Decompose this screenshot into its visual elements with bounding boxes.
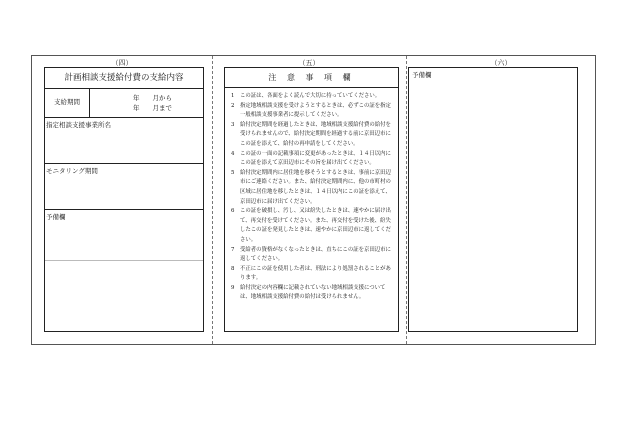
note-item: 1 この証は、各面をよく読んで大切に持っていてください。 bbox=[231, 93, 381, 99]
remarks-label-p6: 予備欄 bbox=[412, 71, 432, 79]
panel-4-title: 計画相談支援給付費の支給内容 bbox=[45, 68, 203, 89]
note-item: 6 この証を破損し、汚し、又は紛失したときは、速やかに届け出て、再交付を受けてください。また、再交付を受けた後、紛失したこの証を発見したときは、速やかに京田辺市に返してください。 bbox=[231, 208, 391, 243]
notes-list bbox=[231, 92, 393, 303]
consultation-office-label: 指定相談支援事業所名 bbox=[46, 121, 111, 129]
note-item: 8 不正にこの証を使用した者は、刑法により処罰されることがあります。 bbox=[231, 265, 391, 282]
note-item: 2 指定地域相談支援を受けようとするときは、必ずこの証を指定一般相談支援事業者に提示してください。 bbox=[231, 102, 391, 119]
note-item: 5 給付決定期間内に居住地を移そうとするときは、事前に京田辺市にご連絡ください。また、給付決定期間内に、他の市町村の区域に居住地を移したときは、１４日以内にこの証を添えて、京田辺市に届け出てください。 bbox=[231, 169, 391, 205]
fold-line-right bbox=[406, 56, 407, 344]
note-item: 9 給付決定の内容欄に記載されていない地域相談支援については、地域相談支援給付費の給付は受けられません。 bbox=[231, 284, 386, 301]
note-item: 4 この証の一面の記載事項に変更があったときは、１４日以内にこの証を添えて京田辺市にその旨を届け出てください。 bbox=[231, 150, 391, 167]
benefit-period-label: 支給期間 bbox=[45, 88, 90, 117]
remarks-rule-p4 bbox=[45, 260, 203, 261]
benefit-period-row bbox=[45, 88, 203, 118]
panel-5-label: （五） bbox=[298, 59, 320, 67]
monitoring-period-label: モニタリング期間 bbox=[46, 167, 98, 175]
note-item: 3 給付決定期間を経過したときは、地域相談支援給付費の給付を受けられませんので、給付決定期間を経過する前に京田辺市にこの証を添えて、給付の再申請をしてください。 bbox=[231, 121, 391, 147]
benefit-period-to: 年 月まで bbox=[133, 104, 172, 112]
remarks-label-p4: 予備欄 bbox=[46, 213, 66, 221]
certificate-sheet bbox=[31, 55, 596, 345]
panel-4-label: （四） bbox=[111, 59, 133, 67]
panel-6-label: （六） bbox=[490, 59, 512, 67]
panel-6-remarks bbox=[408, 67, 578, 332]
benefit-period-from: 年 月から bbox=[133, 94, 172, 102]
note-item: 7 受給者の資格がなくなったときは、直ちにこの証を京田辺市に返してください。 bbox=[231, 246, 391, 263]
panel-5-notes bbox=[224, 67, 399, 332]
panel-5-title: 注 意 事 項 欄 bbox=[225, 68, 398, 88]
fold-line-left bbox=[212, 56, 213, 344]
consultation-office-row bbox=[45, 118, 203, 164]
panel-4-benefit-details bbox=[44, 67, 204, 332]
monitoring-period-row bbox=[45, 164, 203, 210]
